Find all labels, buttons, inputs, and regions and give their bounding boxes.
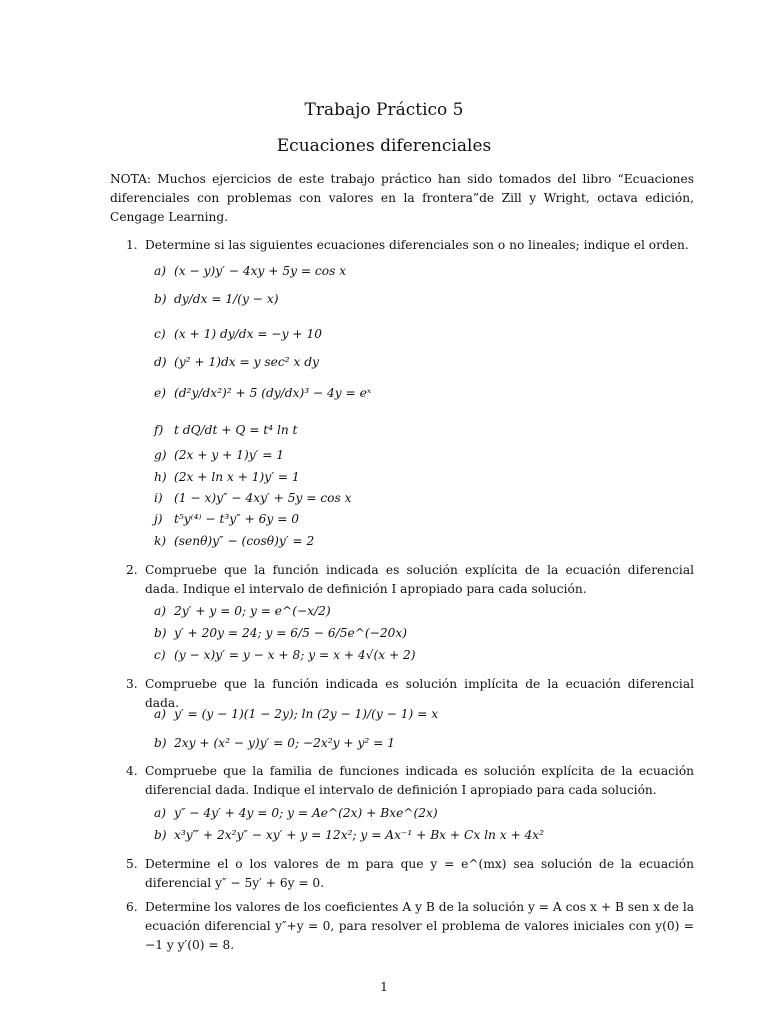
exercise-6 bbox=[126, 898, 694, 955]
item-label: g) bbox=[154, 448, 167, 462]
exercise-number: 3. bbox=[126, 677, 138, 691]
item-label: k) bbox=[154, 534, 167, 548]
item-label: i) bbox=[154, 491, 163, 505]
item-equation: t dQ/dt + Q = t⁴ ln t bbox=[174, 423, 298, 437]
item-equation: y′ + 20y = 24; y = 6/5 − 6/5e^(−20x) bbox=[174, 626, 408, 640]
exercise-item bbox=[154, 448, 284, 462]
item-equation: (y² + 1)dx = y sec² x dy bbox=[174, 355, 319, 369]
item-equation: 2xy + (x² − y)y′ = 0; −2x²y + y² = 1 bbox=[174, 736, 395, 750]
item-equation: (2x + ln x + 1)y′ = 1 bbox=[174, 470, 300, 484]
exercise-5 bbox=[126, 855, 694, 893]
exercise-number: 5. bbox=[126, 857, 138, 871]
exercise-item bbox=[154, 355, 319, 369]
exercise-number: 4. bbox=[126, 764, 138, 778]
item-equation: t⁵y⁽⁴⁾ − t³y″ + 6y = 0 bbox=[174, 512, 300, 526]
item-label: c) bbox=[154, 327, 166, 341]
item-label: a) bbox=[154, 707, 167, 721]
item-label: a) bbox=[154, 604, 167, 618]
item-equation: 2y′ + y = 0; y = e^(−x/2) bbox=[174, 604, 331, 618]
item-equation: (d²y/dx²)² + 5 (dy/dx)³ − 4y = eˣ bbox=[174, 386, 372, 400]
exercise-item bbox=[154, 512, 299, 526]
exercise-4 bbox=[126, 762, 694, 800]
exercise-item bbox=[154, 423, 297, 437]
exercise-number: 1. bbox=[126, 238, 138, 252]
page-number: 1 bbox=[380, 980, 388, 994]
exercise-item bbox=[154, 604, 331, 618]
exercise-text: Compruebe que la familia de funciones indicada es solución explícita de la ecuación diferencial dada. Indique el intervalo de definición I apropiado para cada solución. bbox=[145, 764, 694, 797]
page-title: Trabajo Práctico 5 bbox=[304, 100, 464, 120]
exercise-1 bbox=[126, 236, 694, 255]
exercise-item bbox=[154, 806, 438, 820]
item-equation: dy/dx = 1/(y − x) bbox=[174, 292, 279, 306]
item-label: c) bbox=[154, 648, 166, 662]
item-label: j) bbox=[154, 512, 163, 526]
item-label: b) bbox=[154, 828, 167, 842]
item-equation: x³y‴ + 2x²y″ − xy′ + y = 12x²; y = Ax⁻¹ + Bx + Cx ln x + 4x² bbox=[174, 828, 545, 842]
exercise-item bbox=[154, 648, 416, 662]
exercise-item bbox=[154, 828, 544, 842]
exercise-text: Determine el o los valores de m para que y = e^(mx) sea solución de la ecuación diferencial y″ − 5y′ + 6y = 0. bbox=[145, 857, 694, 890]
exercise-item bbox=[154, 707, 438, 721]
item-label: a) bbox=[154, 806, 167, 820]
exercise-item bbox=[154, 386, 371, 400]
item-equation: (x + 1) dy/dx = −y + 10 bbox=[174, 327, 322, 341]
nota-paragraph: NOTA: Muchos ejercicios de este trabajo práctico han sido tomados del libro “Ecuaciones diferenciales con problemas con valores en la frontera”de Zill y Wright, octava edición, Cengage Learning. bbox=[110, 172, 694, 224]
exercise-item bbox=[154, 264, 346, 278]
exercise-number: 2. bbox=[126, 563, 138, 577]
exercise-item bbox=[154, 292, 279, 306]
exercise-item bbox=[154, 534, 314, 548]
item-equation: (y − x)y′ = y − x + 8; y = x + 4√(x + 2) bbox=[174, 648, 416, 662]
exercise-item bbox=[154, 626, 407, 640]
item-label: h) bbox=[154, 470, 167, 484]
item-label: a) bbox=[154, 264, 167, 278]
exercise-text: Compruebe que la función indicada es solución implícita de la ecuación diferencial dada. bbox=[145, 677, 694, 710]
item-equation: y″ − 4y′ + 4y = 0; y = Ae^(2x) + Bxe^(2x) bbox=[174, 806, 438, 820]
item-equation: (senθ)y″ − (cosθ)y′ = 2 bbox=[174, 534, 315, 548]
item-equation: (x − y)y′ − 4xy + 5y = cos x bbox=[174, 264, 347, 278]
item-label: d) bbox=[154, 355, 167, 369]
exercise-text: Determine si las siguientes ecuaciones diferenciales son o no lineales; indique el orden. bbox=[145, 238, 689, 252]
item-label: e) bbox=[154, 386, 166, 400]
exercise-number: 6. bbox=[126, 900, 138, 914]
exercise-text: Compruebe que la función indicada es solución explícita de la ecuación diferencial dada. Indique el intervalo de definición I apropiado para cada solución. bbox=[145, 563, 694, 596]
item-label: b) bbox=[154, 736, 167, 750]
item-equation: (1 − x)y″ − 4xy′ + 5y = cos x bbox=[174, 491, 352, 505]
exercise-text: Determine los valores de los coeficientes A y B de la solución y = A cos x + B sen x de la ecuación diferencial y″+y = 0, para resolver el problema de valores iniciales con y(0) = −1 y y′(0) = 8. bbox=[145, 900, 694, 952]
item-equation: y′ = (y − 1)(1 − 2y); ln (2y − 1)/(y − 1) = x bbox=[174, 707, 439, 721]
item-label: b) bbox=[154, 292, 167, 306]
exercise-item bbox=[154, 470, 300, 484]
exercise-item bbox=[154, 491, 352, 505]
exercise-item bbox=[154, 736, 395, 750]
item-label: f) bbox=[154, 423, 164, 437]
exercise-item bbox=[154, 327, 322, 341]
exercise-2 bbox=[126, 561, 694, 599]
page-subtitle: Ecuaciones diferenciales bbox=[276, 136, 492, 156]
item-equation: (2x + y + 1)y′ = 1 bbox=[174, 448, 285, 462]
item-label: b) bbox=[154, 626, 167, 640]
